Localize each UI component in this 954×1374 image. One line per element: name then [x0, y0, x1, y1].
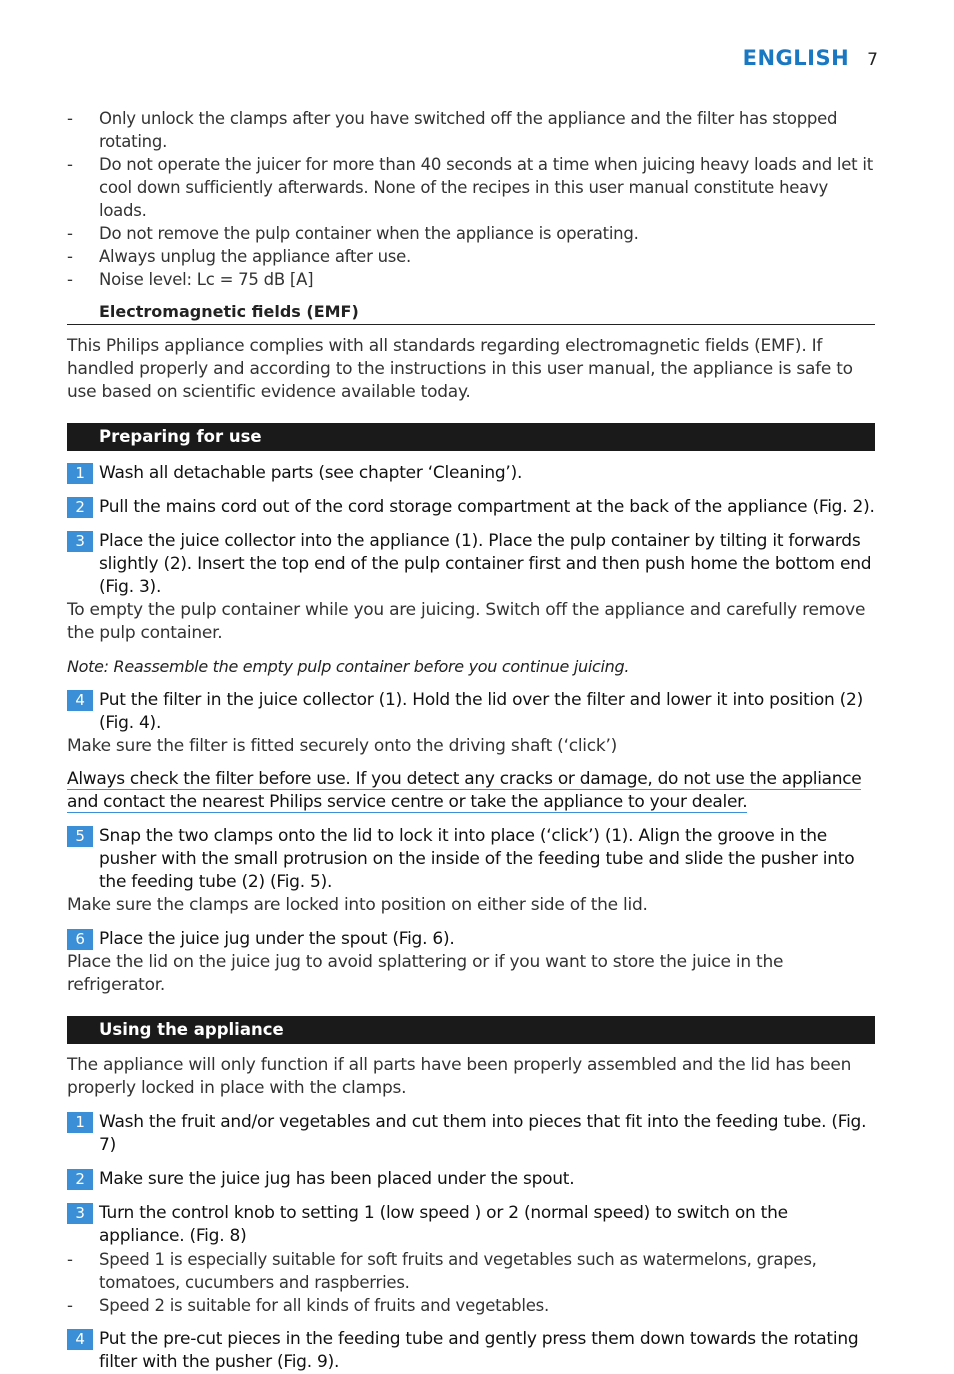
step-item: [67, 1111, 875, 1157]
section-heading-using: Using the appliance: [67, 1016, 875, 1044]
step-text: Put the filter in the juice collector (1). Hold the lid over the filter and lower it into position (2) (Fig. 4).: [99, 690, 863, 733]
step-text: Turn the control knob to setting 1 (low speed ) or 2 (normal speed) to switch on the appliance. (Fig. 8): [99, 1203, 788, 1246]
language-label: ENGLISH: [742, 46, 850, 70]
section-heading-preparing: Preparing for use: [67, 423, 875, 451]
using-intro: The appliance will only function if all parts have been properly assembled and the lid has been properly locked in place with the clamps.: [67, 1055, 852, 1098]
list-item: - Do not operate the juicer for more than 40 seconds at a time when juicing heavy loads and let it cool down sufficiently afterwards. None of the recipes in this user manual constitute heavy loads.: [67, 153, 875, 222]
step-item: [67, 530, 875, 599]
step-text: Snap the two clamps onto the lid to lock it into place (‘click’) (1). Align the groove in the pusher with the small protrusion on the inside of the feeding tube and slide the pusher into the feeding tube (2) (Fig. 5).: [99, 826, 855, 892]
step-item: [67, 928, 875, 951]
step-detail: Make sure the filter is fitted securely onto the driving shaft (‘click’): [67, 736, 617, 756]
step-text: Pull the mains cord out of the cord storage compartment at the back of the appliance (Fig. 2).: [99, 497, 875, 517]
step-number: 1: [67, 463, 93, 484]
note-text: Note: Reassemble the empty pulp container before you continue juicing.: [67, 657, 630, 676]
step-item: [67, 1202, 875, 1248]
emf-paragraph: This Philips appliance complies with all standards regarding electromagnetic fields (EMF). If handled properly and according to the instructions in this user manual, the appliance is safe to use based on scientific evidence available today.: [67, 336, 853, 402]
list-item: - Only unlock the clamps after you have switched off the appliance and the filter has stopped rotating.: [67, 107, 875, 153]
step-number: 6: [67, 929, 93, 950]
step-item: [67, 462, 875, 485]
filter-warning: [67, 768, 875, 814]
step-text: Make sure the juice jug has been placed under the spout.: [99, 1169, 575, 1189]
step-text: Place the juice jug under the spout (Fig. 6).: [99, 929, 455, 949]
step-number: 1: [67, 1112, 93, 1133]
step-number: 3: [67, 1203, 93, 1224]
step-detail: Make sure the clamps are locked into position on either side of the lid.: [67, 895, 648, 915]
step-text: Wash the fruit and/or vegetables and cut them into pieces that fit into the feeding tube. (Fig. 7): [99, 1112, 867, 1155]
list-item: - Speed 1 is especially suitable for soft fruits and vegetables such as watermelons, grapes, tomatoes, cucumbers and raspberries.: [67, 1248, 875, 1294]
step-item: [67, 825, 875, 894]
step-number: 2: [67, 497, 93, 518]
step-item: [67, 1168, 875, 1191]
step-number: 3: [67, 531, 93, 552]
step-item: [67, 496, 875, 519]
step-number: 5: [67, 826, 93, 847]
step-number: 4: [67, 690, 93, 711]
list-item: - Always unplug the appliance after use.: [67, 245, 875, 268]
speed-list: [67, 1248, 875, 1317]
step-item: [67, 689, 875, 735]
step-detail: Place the lid on the juice jug to avoid splattering or if you want to store the juice in the refrigerator.: [67, 952, 784, 995]
step-text: Wash all detachable parts (see chapter ‘Cleaning’).: [99, 463, 523, 483]
safety-list: [67, 107, 875, 291]
list-item: - Noise level: Lc = 75 dB [A]: [67, 268, 875, 291]
page-number: 7: [867, 50, 878, 70]
emf-heading: Electromagnetic fields (EMF): [67, 301, 875, 325]
warning-line: and contact the nearest Philips service centre or take the appliance to your dealer.: [67, 792, 748, 812]
warning-line: Always check the filter before use. If you detect any cracks or damage, do not use the appliance: [67, 769, 862, 789]
page-header: [660, 46, 878, 76]
step-text: Put the pre-cut pieces in the feeding tube and gently press them down towards the rotating filter with the pusher (Fig. 9).: [99, 1329, 859, 1372]
step-number: 4: [67, 1329, 93, 1350]
step-detail: To empty the pulp container while you are juicing. Switch off the appliance and carefully remove the pulp container.: [67, 600, 866, 643]
step-text: Place the juice collector into the appliance (1). Place the pulp container by tilting it forwards slightly (2). Insert the top end of the pulp container first and then push home the bottom end (Fig. 3).: [99, 531, 872, 597]
step-item: [67, 1328, 875, 1374]
list-item: - Speed 2 is suitable for all kinds of fruits and vegetables.: [67, 1294, 875, 1317]
page-content: [67, 107, 875, 1374]
step-number: 2: [67, 1169, 93, 1190]
list-item: - Do not remove the pulp container when the appliance is operating.: [67, 222, 875, 245]
